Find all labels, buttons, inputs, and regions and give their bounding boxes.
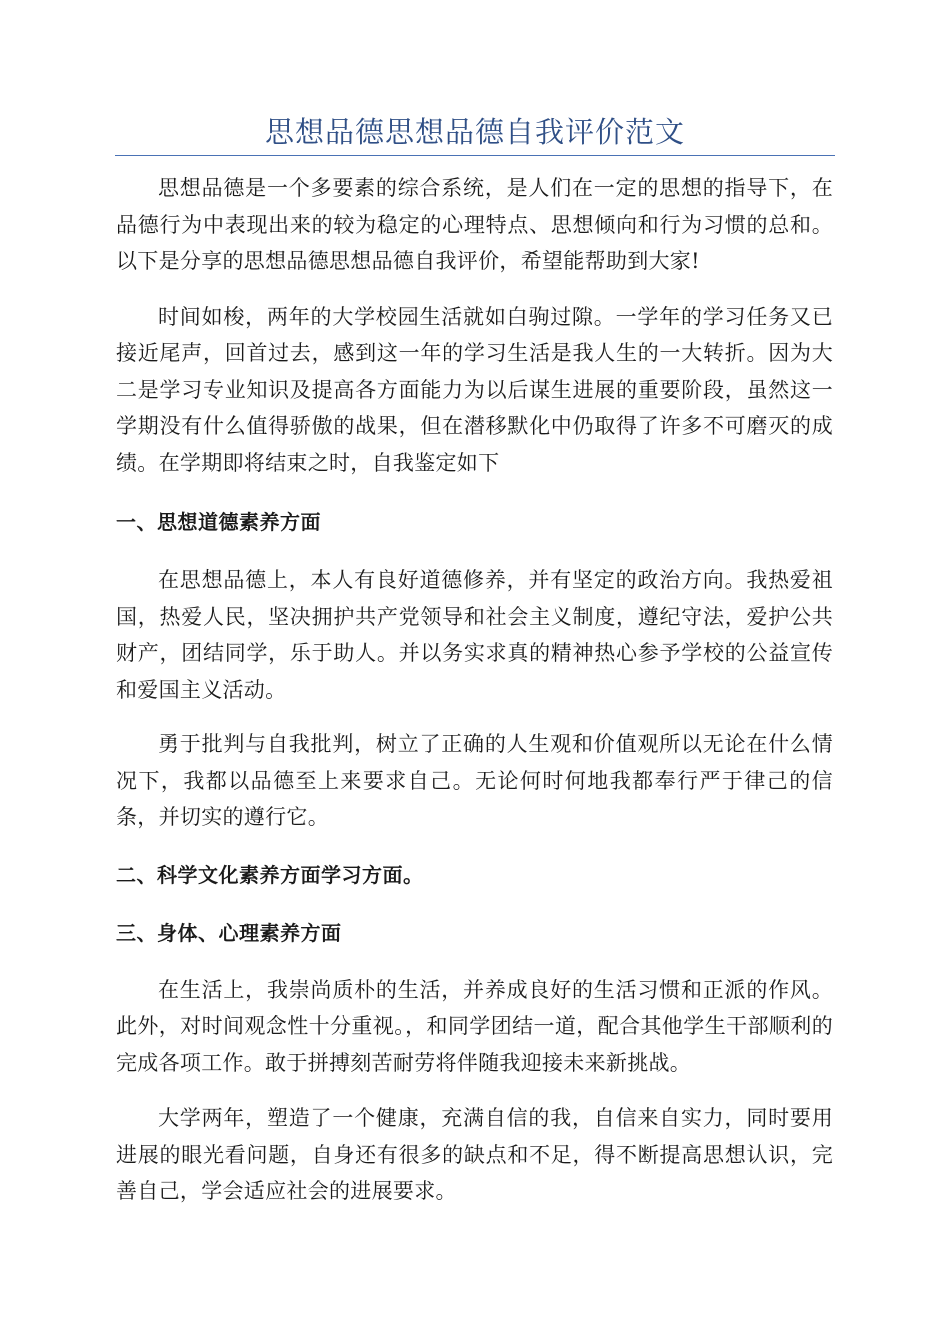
criticism-paragraph: 勇于批判与自我批判，树立了正确的人生观和价值观所以无论在什么情况下，我都以品德至上来要求自己。无论何时何地我都奉行严于律己的信条，并切实的遵行它。 xyxy=(116,732,833,829)
virtue-paragraph: 在思想品德上，本人有良好道德修养，并有坚定的政治方向。我热爱祖国，热爱人民，坚决拥护共产党领导和社会主义制度，遵纪守法，爱护公共财产，团结同学，乐于助人。并以务实求真的精神热心参予学校的公益宣传和爱国主义活动。 xyxy=(116,568,833,702)
title-underline xyxy=(115,155,835,156)
time-paragraph: 时间如梭，两年的大学校园生活就如白驹过隙。一学年的学习任务又已接近尾声，回首过去，感到这一年的学习生活是我人生的一大转折。因为大二是学习专业知识及提高各方面能力为以后谋生进展的重要阶段，虽然这一学期没有什么值得骄傲的战果，但在潜移默化中仍取得了许多不可磨灭的成绩。在学期即将结束之时，自我鉴定如下 xyxy=(116,304,833,475)
section-heading-moral: 一、思想道德素养方面 xyxy=(116,510,321,534)
section-heading-body-mind: 三、身体、心理素养方面 xyxy=(116,920,342,945)
section-heading-science: 二、科学文化素养方面学习方面。 xyxy=(116,862,424,887)
life-paragraph: 在生活上，我崇尚质朴的生活，并养成良好的生活习惯和正派的作风。此外，对时间观念性十分重视。，和同学团结一道，配合其他学生干部顺利的完成各项工作。敢于拼搏刻苦耐劳将伴随我迎接未来新挑战。 xyxy=(116,977,833,1075)
intro-paragraph: 思想品德是一个多要素的综合系统，是人们在一定的思想的指导下，在品德行为中表现出来的较为稳定的心理特点、思想倾向和行为习惯的总和。以下是分享的思想品德思想品德自我评价，希望能帮助到大家! xyxy=(116,176,833,273)
summary-paragraph: 大学两年，塑造了一个健康，充满自信的我，自信来自实力，同时要用进展的眼光看问题，自身还有很多的缺点和不足，得不断提高思想认识，完善自己，学会适应社会的进展要求。 xyxy=(116,1106,833,1203)
document-title: 思想品德思想品德自我评价范文 xyxy=(264,115,685,149)
document-body xyxy=(116,170,833,1230)
